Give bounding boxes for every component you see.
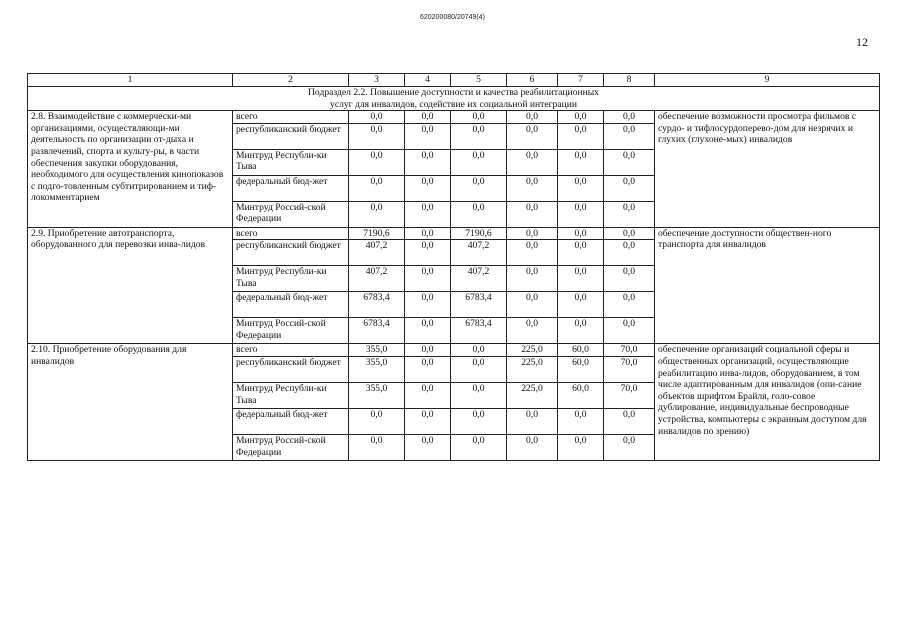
amount-cell: 0,0 bbox=[405, 356, 451, 382]
amount-cell: 0,0 bbox=[604, 292, 655, 318]
amount-cell: 407,2 bbox=[349, 240, 405, 266]
column-header: 9 bbox=[655, 74, 880, 87]
amount-cell: 0,0 bbox=[507, 266, 558, 292]
amount-cell: 0,0 bbox=[405, 382, 451, 408]
section-title-row bbox=[28, 87, 880, 111]
amount-cell: 0,0 bbox=[451, 175, 507, 201]
amount-cell: 6783,4 bbox=[349, 318, 405, 344]
amount-cell: 0,0 bbox=[558, 240, 604, 266]
expected-result: обеспечение доступности обществен-ного транспорта для инвалидов bbox=[655, 227, 880, 344]
amount-cell: 0,0 bbox=[405, 111, 451, 124]
funding-source: Минтруд Россий-ской Федерации bbox=[233, 318, 349, 344]
amount-cell: 70,0 bbox=[604, 344, 655, 357]
column-header: 7 bbox=[558, 74, 604, 87]
amount-cell: 0,0 bbox=[451, 382, 507, 408]
amount-cell: 0,0 bbox=[604, 149, 655, 175]
amount-cell: 0,0 bbox=[405, 318, 451, 344]
amount-cell: 0,0 bbox=[507, 201, 558, 227]
amount-cell: 0,0 bbox=[507, 175, 558, 201]
amount-cell: 0,0 bbox=[451, 123, 507, 149]
funding-source: Минтруд Республи-ки Тыва bbox=[233, 266, 349, 292]
amount-cell: 0,0 bbox=[349, 408, 405, 434]
amount-cell: 0,0 bbox=[349, 111, 405, 124]
funding-source: Минтруд Россий-ской Федерации bbox=[233, 201, 349, 227]
funding-source: федеральный бюд-жет bbox=[233, 292, 349, 318]
amount-cell: 6783,4 bbox=[349, 292, 405, 318]
amount-cell: 0,0 bbox=[558, 111, 604, 124]
amount-cell: 0,0 bbox=[558, 292, 604, 318]
amount-cell: 0,0 bbox=[558, 175, 604, 201]
section-title-line: услуг для инвалидов, содействие их социальной интеграции bbox=[330, 98, 577, 110]
column-header: 3 bbox=[349, 74, 405, 87]
amount-cell: 0,0 bbox=[604, 201, 655, 227]
amount-cell: 0,0 bbox=[558, 318, 604, 344]
measure-description: 2.8. Взаимодействие с коммерчески-ми организациями, осуществляющи-ми деятельность по организации от-дыха и развлечений, спорта и культу-ры, в части обеспечения закупки оборудования, необходимого для осуществления кинопоказов с подго-товленным субтитрированием и тиф-локомментарием bbox=[28, 111, 233, 228]
expected-result: обеспечение возможности просмотра фильмов с сурдо- и тифлосурдоперево-дом для незрячих и глухих (глухоне-мых) инвалидов bbox=[655, 111, 880, 228]
amount-cell: 0,0 bbox=[405, 175, 451, 201]
amount-cell: 0,0 bbox=[507, 434, 558, 460]
amount-cell: 0,0 bbox=[604, 266, 655, 292]
column-header: 1 bbox=[28, 74, 233, 87]
amount-cell: 0,0 bbox=[349, 201, 405, 227]
amount-cell: 0,0 bbox=[349, 123, 405, 149]
amount-cell: 355,0 bbox=[349, 382, 405, 408]
amount-cell: 70,0 bbox=[604, 382, 655, 408]
amount-cell: 0,0 bbox=[604, 227, 655, 240]
amount-cell: 0,0 bbox=[451, 356, 507, 382]
amount-cell: 0,0 bbox=[558, 266, 604, 292]
amount-cell: 0,0 bbox=[405, 344, 451, 357]
amount-cell: 0,0 bbox=[507, 408, 558, 434]
amount-cell: 0,0 bbox=[558, 408, 604, 434]
amount-cell: 0,0 bbox=[604, 123, 655, 149]
amount-cell: 225,0 bbox=[507, 344, 558, 357]
expected-result: обеспечение организаций социальной сферы и общественных организаций, осуществляющие реабилитацию инва-лидов, оборудованием, в том числе адаптированным для инвалидов (опи-сание объектов шрифтом Брайля, голо-совое дублирование, индивидуальные беспроводные устройства, компьютеры с экранным доступом для инвалидов по зрению) bbox=[655, 344, 880, 461]
amount-cell: 0,0 bbox=[507, 149, 558, 175]
amount-cell: 60,0 bbox=[558, 382, 604, 408]
amount-cell: 407,2 bbox=[451, 240, 507, 266]
amount-cell: 225,0 bbox=[507, 356, 558, 382]
amount-cell: 0,0 bbox=[507, 318, 558, 344]
amount-cell: 6783,4 bbox=[451, 292, 507, 318]
amount-cell: 60,0 bbox=[558, 356, 604, 382]
funding-source: федеральный бюд-жет bbox=[233, 175, 349, 201]
amount-cell: 0,0 bbox=[405, 201, 451, 227]
funding-source: республиканский бюджет bbox=[233, 240, 349, 266]
amount-cell: 0,0 bbox=[451, 434, 507, 460]
funding-source: республиканский бюджет bbox=[233, 356, 349, 382]
amount-cell: 0,0 bbox=[507, 292, 558, 318]
amount-cell: 0,0 bbox=[405, 292, 451, 318]
amount-cell: 0,0 bbox=[451, 201, 507, 227]
amount-cell: 225,0 bbox=[507, 382, 558, 408]
amount-cell: 0,0 bbox=[349, 149, 405, 175]
amount-cell: 0,0 bbox=[349, 434, 405, 460]
funding-source: Минтруд Республи-ки Тыва bbox=[233, 149, 349, 175]
amount-cell: 0,0 bbox=[558, 123, 604, 149]
column-header: 8 bbox=[604, 74, 655, 87]
table-row bbox=[28, 111, 880, 124]
amount-cell: 407,2 bbox=[349, 266, 405, 292]
document-id: 620200080/20749(4) bbox=[419, 14, 485, 21]
table-row bbox=[28, 344, 880, 357]
column-header: 5 bbox=[451, 74, 507, 87]
amount-cell: 0,0 bbox=[604, 434, 655, 460]
amount-cell: 407,2 bbox=[451, 266, 507, 292]
amount-cell: 0,0 bbox=[604, 111, 655, 124]
amount-cell: 6783,4 bbox=[451, 318, 507, 344]
amount-cell: 0,0 bbox=[507, 227, 558, 240]
amount-cell: 0,0 bbox=[451, 111, 507, 124]
section-title bbox=[28, 87, 880, 111]
amount-cell: 0,0 bbox=[604, 240, 655, 266]
amount-cell: 60,0 bbox=[558, 344, 604, 357]
table-row bbox=[28, 227, 880, 240]
funding-source: всего bbox=[233, 111, 349, 124]
funding-table bbox=[27, 73, 880, 461]
amount-cell: 0,0 bbox=[507, 123, 558, 149]
column-header: 2 bbox=[233, 74, 349, 87]
amount-cell: 0,0 bbox=[604, 318, 655, 344]
amount-cell: 0,0 bbox=[558, 227, 604, 240]
amount-cell: 0,0 bbox=[507, 111, 558, 124]
section-title-line: Подраздел 2.2. Повышение доступности и качества реабилитационных bbox=[308, 87, 599, 98]
measure-description: 2.9. Приобретение автотранспорта, оборудованного для перевозки инва-лидов bbox=[28, 227, 233, 344]
page-number: 12 bbox=[856, 35, 868, 49]
amount-cell: 0,0 bbox=[451, 149, 507, 175]
amount-cell: 0,0 bbox=[405, 149, 451, 175]
amount-cell: 7190,6 bbox=[451, 227, 507, 240]
funding-source: всего bbox=[233, 344, 349, 357]
amount-cell: 0,0 bbox=[405, 434, 451, 460]
amount-cell: 7190,6 bbox=[349, 227, 405, 240]
amount-cell: 355,0 bbox=[349, 344, 405, 357]
amount-cell: 0,0 bbox=[405, 240, 451, 266]
amount-cell: 0,0 bbox=[558, 149, 604, 175]
amount-cell: 0,0 bbox=[507, 240, 558, 266]
column-header: 6 bbox=[507, 74, 558, 87]
amount-cell: 0,0 bbox=[451, 408, 507, 434]
amount-cell: 0,0 bbox=[405, 408, 451, 434]
amount-cell: 0,0 bbox=[558, 434, 604, 460]
amount-cell: 0,0 bbox=[604, 175, 655, 201]
amount-cell: 0,0 bbox=[451, 344, 507, 357]
amount-cell: 0,0 bbox=[405, 227, 451, 240]
amount-cell: 0,0 bbox=[558, 201, 604, 227]
amount-cell: 355,0 bbox=[349, 356, 405, 382]
funding-source: Минтруд Республи-ки Тыва bbox=[233, 382, 349, 408]
amount-cell: 0,0 bbox=[405, 123, 451, 149]
funding-source: федеральный бюд-жет bbox=[233, 408, 349, 434]
funding-source: Минтруд Россий-ской Федерации bbox=[233, 434, 349, 460]
column-header: 4 bbox=[405, 74, 451, 87]
column-header-row bbox=[28, 74, 880, 87]
amount-cell: 0,0 bbox=[405, 266, 451, 292]
amount-cell: 70,0 bbox=[604, 356, 655, 382]
funding-source: республиканский бюджет bbox=[233, 123, 349, 149]
amount-cell: 0,0 bbox=[604, 408, 655, 434]
funding-source: всего bbox=[233, 227, 349, 240]
measure-description: 2.10. Приобретение оборудования для инвалидов bbox=[28, 344, 233, 461]
amount-cell: 0,0 bbox=[349, 175, 405, 201]
